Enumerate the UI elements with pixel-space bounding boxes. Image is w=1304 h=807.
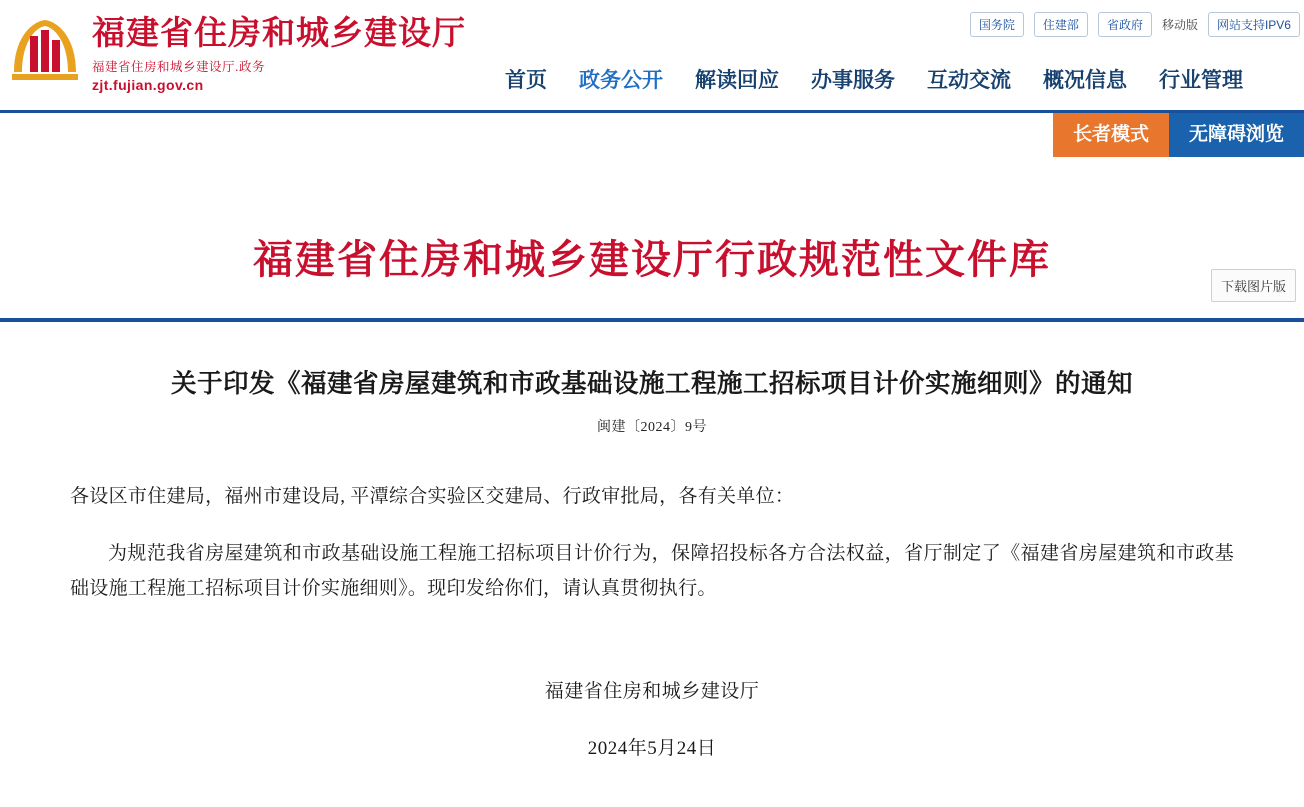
document-number: 闽建〔2024〕9号: [597, 419, 707, 435]
nav-item-overview[interactable]: 概况信息: [1043, 69, 1127, 92]
document-addressee: 各设区市住建局，福州市建设局, 平潭综合实验区交建局、行政审批局，各有关单位：: [70, 485, 795, 507]
accessibility-mode-bar: [1053, 113, 1304, 157]
nav-item-home[interactable]: 首页: [505, 69, 547, 92]
nav-item-interaction[interactable]: 互动交流: [927, 69, 1011, 92]
document-title: 关于印发《福建省房屋建筑和市政基础设施工程施工招标项目计价实施细则》的通知: [170, 369, 1133, 398]
elder-mode-button[interactable]: 长者模式: [1053, 113, 1169, 157]
top-link-provincial-gov[interactable]: 省政府: [1098, 12, 1152, 37]
main-nav: [505, 64, 1243, 94]
logo-domain: zjt.fujian.gov.cn: [92, 76, 204, 93]
logo-text-block: [92, 16, 466, 93]
document-paragraph: 为规范我省房屋建筑和市政基础设施工程施工招标项目计价行为，保障招投标各方合法权益，省厅制定了《福建省房屋建筑和市政基础设施工程施工招标项目计价实施细则》。现印发给你们，请认真贯彻执行。: [70, 542, 1234, 600]
site-logo[interactable]: [8, 14, 466, 93]
document-signature: 福建省住房和城乡建设厅: [544, 681, 760, 703]
document-date: 2024年5月24日: [587, 738, 717, 760]
nav-item-services[interactable]: 办事服务: [811, 69, 895, 92]
document-body: [0, 322, 1304, 760]
download-image-version-button[interactable]: 下载图片版: [1211, 269, 1296, 302]
top-link-state-council[interactable]: 国务院: [970, 12, 1024, 37]
top-link-mohurd[interactable]: 住建部: [1034, 12, 1088, 37]
logo-title: 福建省住房和城乡建设厅: [92, 16, 466, 52]
page-title: 福建省住房和城乡建设厅行政规范性文件库: [253, 237, 1051, 282]
nav-item-interpretation[interactable]: 解读回应: [695, 69, 779, 92]
top-link-mobile-version[interactable]: 移动版: [1161, 18, 1198, 32]
nav-item-industry-management[interactable]: 行业管理: [1159, 69, 1243, 92]
accessible-browsing-button[interactable]: 无障碍浏览: [1169, 113, 1304, 157]
site-header: [0, 0, 1304, 113]
fujian-housing-logo-icon: [8, 14, 82, 86]
nav-item-government-affairs[interactable]: 政务公开: [579, 69, 663, 92]
top-link-ipv6[interactable]: 网站支持IPV6: [1208, 12, 1300, 37]
logo-subtitle: 福建省住房和城乡建设厅.政务: [92, 59, 265, 74]
top-links: [970, 12, 1300, 37]
